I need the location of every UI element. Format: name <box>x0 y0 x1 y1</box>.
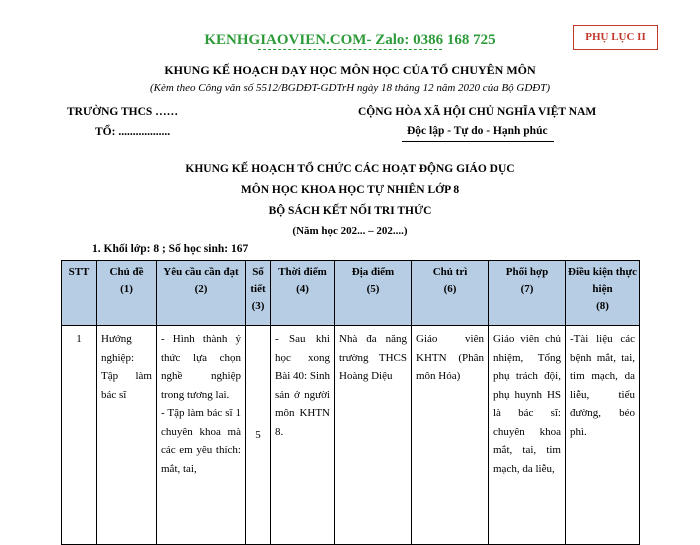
republic-name: CỘNG HÒA XÃ HỘI CHỦ NGHĨA VIỆT NAM <box>358 106 597 118</box>
grade-info: 1. Khối lớp: 8 ; Số học sinh: 167 <box>92 243 249 255</box>
group-name: TỔ: .................. <box>95 126 171 138</box>
header-place: Địa điểm (5) <box>335 261 412 326</box>
cell-place: Nhà đa năng trường THCS Hoàng Diệu <box>335 326 412 545</box>
cell-conditions: -Tài liệu các bệnh mắt, tai, tim mạch, da liễu, tiểu đường, béo phì. <box>566 326 640 545</box>
header-lead: Chủ trì (6) <box>412 261 489 326</box>
school-name: TRƯỜNG THCS …… <box>67 106 179 118</box>
activity-plan-table <box>61 260 640 545</box>
header-requirements: Yêu cầu cần đạt (2) <box>157 261 246 326</box>
header-periods: Số tiết (3) <box>246 261 271 326</box>
header-coordinate: Phối hợp (7) <box>489 261 566 326</box>
cell-lead: Giáo viên KHTN (Phân môn Hóa) <box>412 326 489 545</box>
main-title: KHUNG KẾ HOẠCH DẠY HỌC MÔN HỌC CỦA TỔ CHUYÊN MÔN <box>164 63 536 77</box>
appendix-label: PHỤ LỤC II <box>573 25 658 50</box>
subject-title: MÔN HỌC KHOA HỌC TỰ NHIÊN LỚP 8 <box>240 184 460 196</box>
table-row <box>62 326 640 545</box>
header-topic: Chủ đề (1) <box>97 261 157 326</box>
motto-underline <box>402 141 554 142</box>
cell-requirements: - Hình thành ý thức lựa chọn nghề nghiệp trong tương lai. - Tập làm bác sĩ 1 chuyên khoa mà các em yêu thích: mắt, tai, <box>157 326 246 545</box>
cell-periods: 5 <box>246 326 271 545</box>
header-time: Thời điểm (4) <box>271 261 335 326</box>
watermark-underline <box>258 49 442 50</box>
cell-topic: Hướng nghiệp: Tập làm bác sĩ <box>97 326 157 545</box>
plan-title: KHUNG KẾ HOẠCH TỔ CHỨC CÁC HOẠT ĐỘNG GIÁO DỤC <box>185 163 515 175</box>
cell-stt: 1 <box>62 326 97 545</box>
watermark-text: KENHGIAOVIEN.COM- Zalo: 0386 168 725 <box>204 32 496 48</box>
national-motto: Độc lập - Tự do - Hạnh phúc <box>407 125 548 137</box>
cell-coordinate: Giáo viên chủ nhiệm, Tổng phụ trách đội, phụ huynh HS là bác sĩ: chuyên khoa mắt, tai, tim mạch, da liễu, <box>489 326 566 545</box>
book-series-title: BỘ SÁCH KẾT NỐI TRI THỨC <box>268 205 432 217</box>
header-stt: STT <box>62 261 97 326</box>
school-year: (Năm học 202... – 202....) <box>292 225 408 237</box>
cell-time: - Sau khi học xong Bài 40: Sinh sản ở người môn KHTN 8. <box>271 326 335 545</box>
subtitle: (Kèm theo Công văn số 5512/BGDĐT-GDTrH ngày 18 tháng 12 năm 2020 của Bộ GDĐT) <box>149 82 551 94</box>
header-conditions: Điều kiện thực hiện (8) <box>566 261 640 326</box>
table-header-row <box>62 261 640 326</box>
